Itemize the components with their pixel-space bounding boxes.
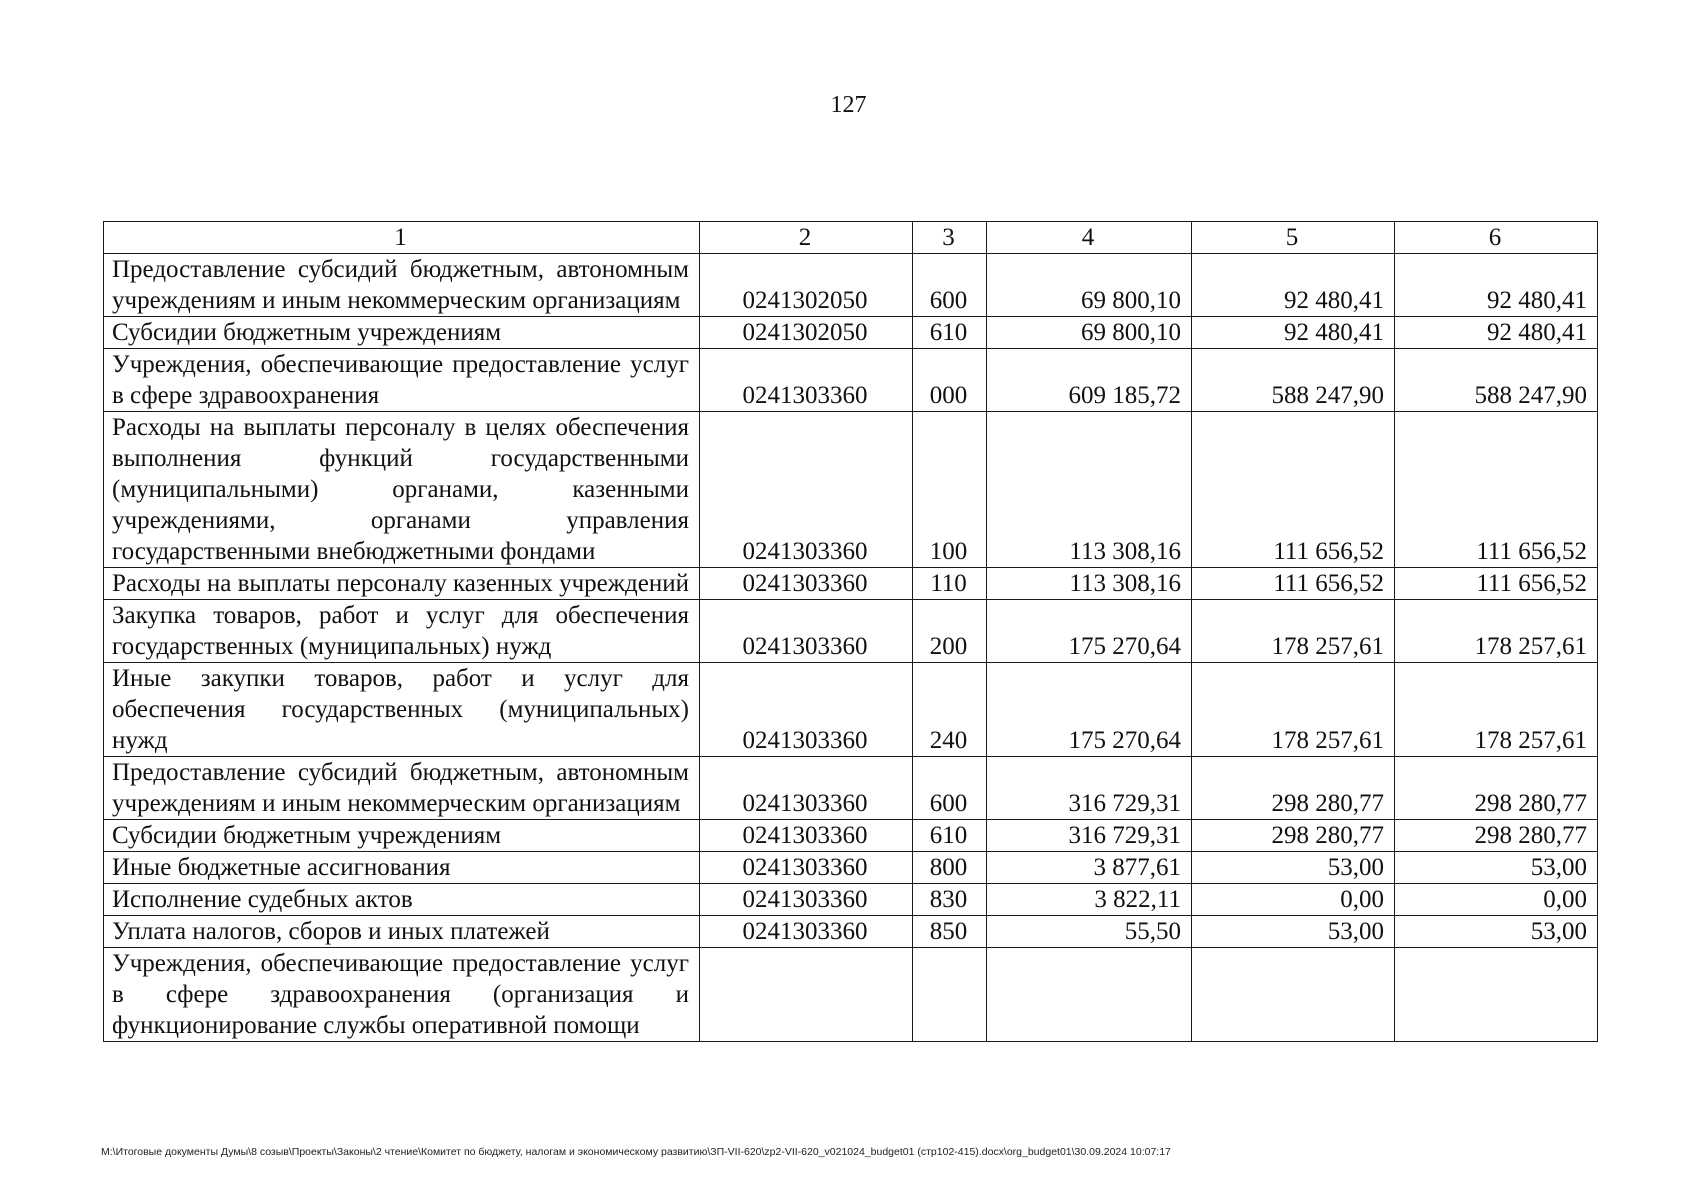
column-header: 5 [1192,222,1395,254]
table-row [104,948,1598,1042]
expense-type-cell: 600 [913,254,987,317]
row-name-cell: Иные бюджетные ассигнования [104,852,700,884]
expense-type-cell: 000 [913,349,987,412]
table-row [104,412,1598,568]
row-name-cell: Уплата налогов, сборов и иных платежей [104,916,700,948]
amount-cell-col6: 53,00 [1395,852,1598,884]
target-code-cell: 0241303360 [700,568,913,600]
target-code-cell: 0241303360 [700,663,913,757]
column-header: 4 [987,222,1192,254]
target-code-cell: 0241303360 [700,820,913,852]
expense-type-cell: 610 [913,317,987,349]
expense-type-cell: 200 [913,600,987,663]
column-header: 2 [700,222,913,254]
amount-cell-col5: 298 280,77 [1192,820,1395,852]
amount-cell-col5: 53,00 [1192,916,1395,948]
amount-cell-col6: 178 257,61 [1395,663,1598,757]
table-row [104,600,1598,663]
amount-cell-col5: 178 257,61 [1192,600,1395,663]
table-row [104,568,1598,600]
table-header-row [104,222,1598,254]
amount-cell-col6: 0,00 [1395,884,1598,916]
amount-cell-col5: 298 280,77 [1192,757,1395,820]
target-code-cell: 0241303360 [700,412,913,568]
amount-cell-col4: 316 729,31 [987,757,1192,820]
expense-type-cell: 610 [913,820,987,852]
row-name-cell: Предоставление субсидий бюджетным, автономным учреждениям и иным некоммерческим организациям [104,254,700,317]
amount-cell-col4: 3 877,61 [987,852,1192,884]
amount-cell-col4: 69 800,10 [987,254,1192,317]
amount-cell-col4: 55,50 [987,916,1192,948]
amount-cell-col5: 92 480,41 [1192,317,1395,349]
target-code-cell: 0241302050 [700,254,913,317]
expense-type-cell: 800 [913,852,987,884]
table-row [104,254,1598,317]
target-code-cell: 0241303360 [700,884,913,916]
amount-cell-col6: 53,00 [1395,916,1598,948]
row-name-cell: Иные закупки товаров, работ и услуг для обеспечения государственных (муниципальных) нужд [104,663,700,757]
table-row [104,349,1598,412]
amount-cell-col4: 609 185,72 [987,349,1192,412]
expense-type-cell: 240 [913,663,987,757]
table-row [104,757,1598,820]
row-name-cell: Учреждения, обеспечивающие предоставление услуг в сфере здравоохранения (организация и функционирование службы оперативной помощи [104,948,700,1042]
target-code-cell: 0241303360 [700,757,913,820]
target-code-cell: 0241302050 [700,317,913,349]
expense-type-cell: 830 [913,884,987,916]
amount-cell-col5: 111 656,52 [1192,412,1395,568]
row-name-cell: Исполнение судебных актов [104,884,700,916]
amount-cell-col6: 588 247,90 [1395,349,1598,412]
row-name-cell: Учреждения, обеспечивающие предоставление услуг в сфере здравоохранения [104,349,700,412]
target-code-cell: 0241303360 [700,852,913,884]
amount-cell-col4: 113 308,16 [987,412,1192,568]
table-row [104,884,1598,916]
amount-cell-col5: 53,00 [1192,852,1395,884]
target-code-cell: 0241303360 [700,916,913,948]
amount-cell-col6: 298 280,77 [1395,757,1598,820]
target-code-cell: 0241303360 [700,600,913,663]
table-row [104,852,1598,884]
amount-cell-col6: 92 480,41 [1395,317,1598,349]
column-header: 6 [1395,222,1598,254]
row-name-cell: Предоставление субсидий бюджетным, автономным учреждениям и иным некоммерческим организациям [104,757,700,820]
expense-type-cell [913,948,987,1042]
amount-cell-col5: 92 480,41 [1192,254,1395,317]
amount-cell-col4: 69 800,10 [987,317,1192,349]
expense-type-cell: 110 [913,568,987,600]
expense-type-cell: 600 [913,757,987,820]
expense-type-cell: 850 [913,916,987,948]
table-body [104,254,1598,1042]
amount-cell-col6: 92 480,41 [1395,254,1598,317]
row-name-cell: Субсидии бюджетным учреждениям [104,820,700,852]
row-name-cell: Субсидии бюджетным учреждениям [104,317,700,349]
target-code-cell: 0241303360 [700,349,913,412]
amount-cell-col6: 178 257,61 [1395,600,1598,663]
amount-cell-col4: 3 822,11 [987,884,1192,916]
table-row [104,317,1598,349]
amount-cell-col5: 588 247,90 [1192,349,1395,412]
amount-cell-col6: 111 656,52 [1395,412,1598,568]
amount-cell-col4: 175 270,64 [987,663,1192,757]
page-number: 127 [830,92,867,118]
amount-cell-col4 [987,948,1192,1042]
file-path-footer: M:\Итоговые документы Думы\8 созыв\Проекты\Законы\2 чтение\Комитет по бюджету, налогам и экономическому развитию\ЗП-VII-620\zp2-VII-620_v021024_budget01 (стр102-415).docx\org_budget01\30.09.2024 10:07:17 [101,1146,1171,1158]
amount-cell-col4: 175 270,64 [987,600,1192,663]
target-code-cell [700,948,913,1042]
amount-cell-col4: 316 729,31 [987,820,1192,852]
table-row [104,663,1598,757]
row-name-cell: Закупка товаров, работ и услуг для обеспечения государственных (муниципальных) нужд [104,600,700,663]
table-row [104,916,1598,948]
amount-cell-col6: 298 280,77 [1395,820,1598,852]
expense-type-cell: 100 [913,412,987,568]
column-header: 1 [104,222,700,254]
amount-cell-col6 [1395,948,1598,1042]
amount-cell-col6: 111 656,52 [1395,568,1598,600]
budget-table [103,221,1598,1042]
amount-cell-col5: 111 656,52 [1192,568,1395,600]
table-row [104,820,1598,852]
row-name-cell: Расходы на выплаты персоналу казенных учреждений [104,568,700,600]
amount-cell-col5: 178 257,61 [1192,663,1395,757]
amount-cell-col4: 113 308,16 [987,568,1192,600]
row-name-cell: Расходы на выплаты персоналу в целях обеспечения выполнения функций государственными (муниципальными) органами, казенными учреждениями, органами управления государственными внебюджетными фондами [104,412,700,568]
amount-cell-col5 [1192,948,1395,1042]
column-header: 3 [913,222,987,254]
amount-cell-col5: 0,00 [1192,884,1395,916]
